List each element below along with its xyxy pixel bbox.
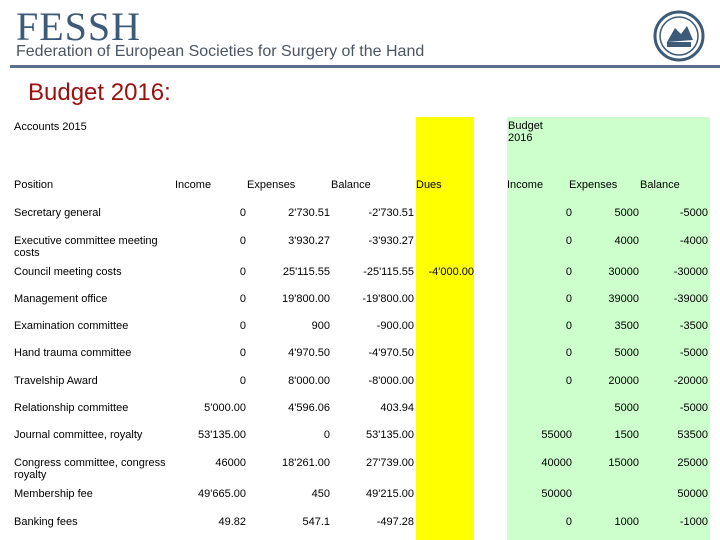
cell-income: 0: [239, 266, 246, 278]
cell-dues: -4'000.00: [428, 266, 474, 278]
cell-expenses: 0: [323, 429, 330, 441]
cell-income: 5'000.00: [204, 402, 246, 414]
cell-b-balance: -5000: [679, 402, 708, 414]
cell-balance: -25'115.55: [363, 266, 414, 278]
header-income: Income: [175, 179, 212, 191]
cell-balance: -900.00: [376, 320, 414, 332]
cell-b-income: 40000: [541, 457, 572, 469]
cell-b-balance: -5000: [679, 347, 708, 359]
cell-balance: -497.28: [376, 516, 414, 528]
cell-b-income: 50000: [541, 488, 572, 500]
cell-expenses: 25'115.55: [282, 266, 330, 278]
cell-expenses: 2'730.51: [288, 207, 330, 219]
cell-b-expenses: 5000: [614, 347, 639, 359]
row-position-label: Examination committee: [14, 320, 129, 332]
cell-b-expenses: 4000: [614, 235, 639, 247]
cell-expenses: 8'000.00: [288, 375, 330, 387]
budget-2016-label-line2: 2016: [508, 132, 533, 144]
row-position-label: Secretary general: [14, 207, 101, 219]
cell-b-income: 0: [565, 516, 572, 528]
header-budget-balance: Balance: [640, 179, 680, 191]
cell-income: 0: [239, 375, 246, 387]
cell-expenses: 450: [311, 488, 330, 500]
cell-b-expenses: 5000: [614, 402, 639, 414]
cell-expenses: 900: [311, 320, 330, 332]
cell-income: 49.82: [218, 516, 246, 528]
cell-income: 46000: [215, 457, 246, 469]
cell-b-income: 0: [565, 266, 572, 278]
cell-balance: 53'135.00: [366, 429, 414, 441]
logo-subtitle: Federation of European Societies for Surgery of the Hand: [16, 43, 425, 60]
cell-b-balance: -4000: [679, 235, 708, 247]
cell-income: 0: [239, 207, 246, 219]
cell-balance: 49'215.00: [366, 488, 414, 500]
cell-expenses: 4'970.50: [288, 347, 330, 359]
cell-income: 0: [239, 235, 246, 247]
cell-balance: -19'800.00: [362, 293, 414, 305]
cell-income: 0: [239, 347, 246, 359]
cell-balance: -8'000.00: [368, 375, 414, 387]
cell-b-balance: -5000: [679, 207, 708, 219]
row-position-label: Relationship committee: [14, 402, 129, 414]
header-divider: [10, 65, 720, 68]
header-balance: Balance: [331, 179, 371, 191]
cell-b-expenses: 3500: [614, 320, 639, 332]
cell-b-balance: 50000: [677, 488, 708, 500]
cell-expenses: 4'596.06: [288, 402, 330, 414]
cell-income: 49'665.00: [198, 488, 246, 500]
cell-b-balance: -39000: [673, 293, 708, 305]
row-position-label: Management office: [14, 293, 108, 305]
cell-balance: -3'930.27: [368, 235, 414, 247]
cell-b-expenses: 20000: [608, 375, 639, 387]
cell-b-income: 0: [565, 375, 572, 387]
accounts-2015-label: Accounts 2015: [14, 121, 87, 133]
logo-text: FESSH: [16, 4, 142, 49]
row-position-label: Congress committee, congress royalty: [14, 457, 166, 481]
row-position-label: Membership fee: [14, 488, 93, 500]
cell-b-expenses: 1000: [614, 516, 639, 528]
row-position-label: Executive committee meeting costs: [14, 235, 158, 259]
cell-b-balance: 53500: [677, 429, 708, 441]
cell-b-balance: 25000: [677, 457, 708, 469]
cell-b-expenses: 39000: [608, 293, 639, 305]
header-budget-expenses: Expenses: [569, 179, 618, 191]
cell-income: 0: [239, 293, 246, 305]
cell-balance: 27'739.00: [366, 457, 414, 469]
header-dues: Dues: [416, 179, 442, 191]
cell-b-expenses: 30000: [608, 266, 639, 278]
cell-balance: -4'970.50: [368, 347, 414, 359]
header-budget-income: Income: [507, 179, 544, 191]
header-expenses: Expenses: [247, 179, 296, 191]
cell-b-income: 0: [565, 347, 572, 359]
cell-b-income: 0: [565, 293, 572, 305]
cell-b-income: 0: [565, 235, 572, 247]
cell-b-expenses: 5000: [614, 207, 639, 219]
row-position-label: Hand trauma committee: [14, 347, 132, 359]
row-position-label: Banking fees: [14, 516, 78, 528]
cell-balance: -2'730.51: [368, 207, 414, 219]
cell-b-expenses: 1500: [614, 429, 639, 441]
cell-income: 53'135.00: [198, 429, 246, 441]
cell-expenses: 3'930.27: [288, 235, 330, 247]
page-title: Budget 2016:: [28, 79, 171, 106]
cell-b-balance: -30000: [673, 266, 708, 278]
budget-2016-label-line1: Budget: [508, 120, 543, 132]
header-position: Position: [14, 179, 54, 191]
row-position-label: Travelship Award: [14, 375, 98, 387]
cell-balance: 403.94: [380, 402, 414, 414]
cell-expenses: 19'800.00: [282, 293, 330, 305]
row-position-label: Council meeting costs: [14, 266, 122, 278]
cell-b-income: 0: [565, 207, 572, 219]
cell-b-income: 0: [565, 320, 572, 332]
cell-income: 0: [239, 320, 246, 332]
cell-expenses: 547.1: [302, 516, 330, 528]
cell-b-balance: -3500: [679, 320, 708, 332]
cell-b-expenses: 15000: [608, 457, 639, 469]
cell-b-balance: -1000: [679, 516, 708, 528]
cell-b-income: 55000: [541, 429, 572, 441]
cell-b-balance: -20000: [673, 375, 708, 387]
row-position-label: Journal committee, royalty: [14, 429, 143, 441]
society-emblem-icon: [653, 10, 705, 62]
cell-expenses: 18'261.00: [282, 457, 330, 469]
